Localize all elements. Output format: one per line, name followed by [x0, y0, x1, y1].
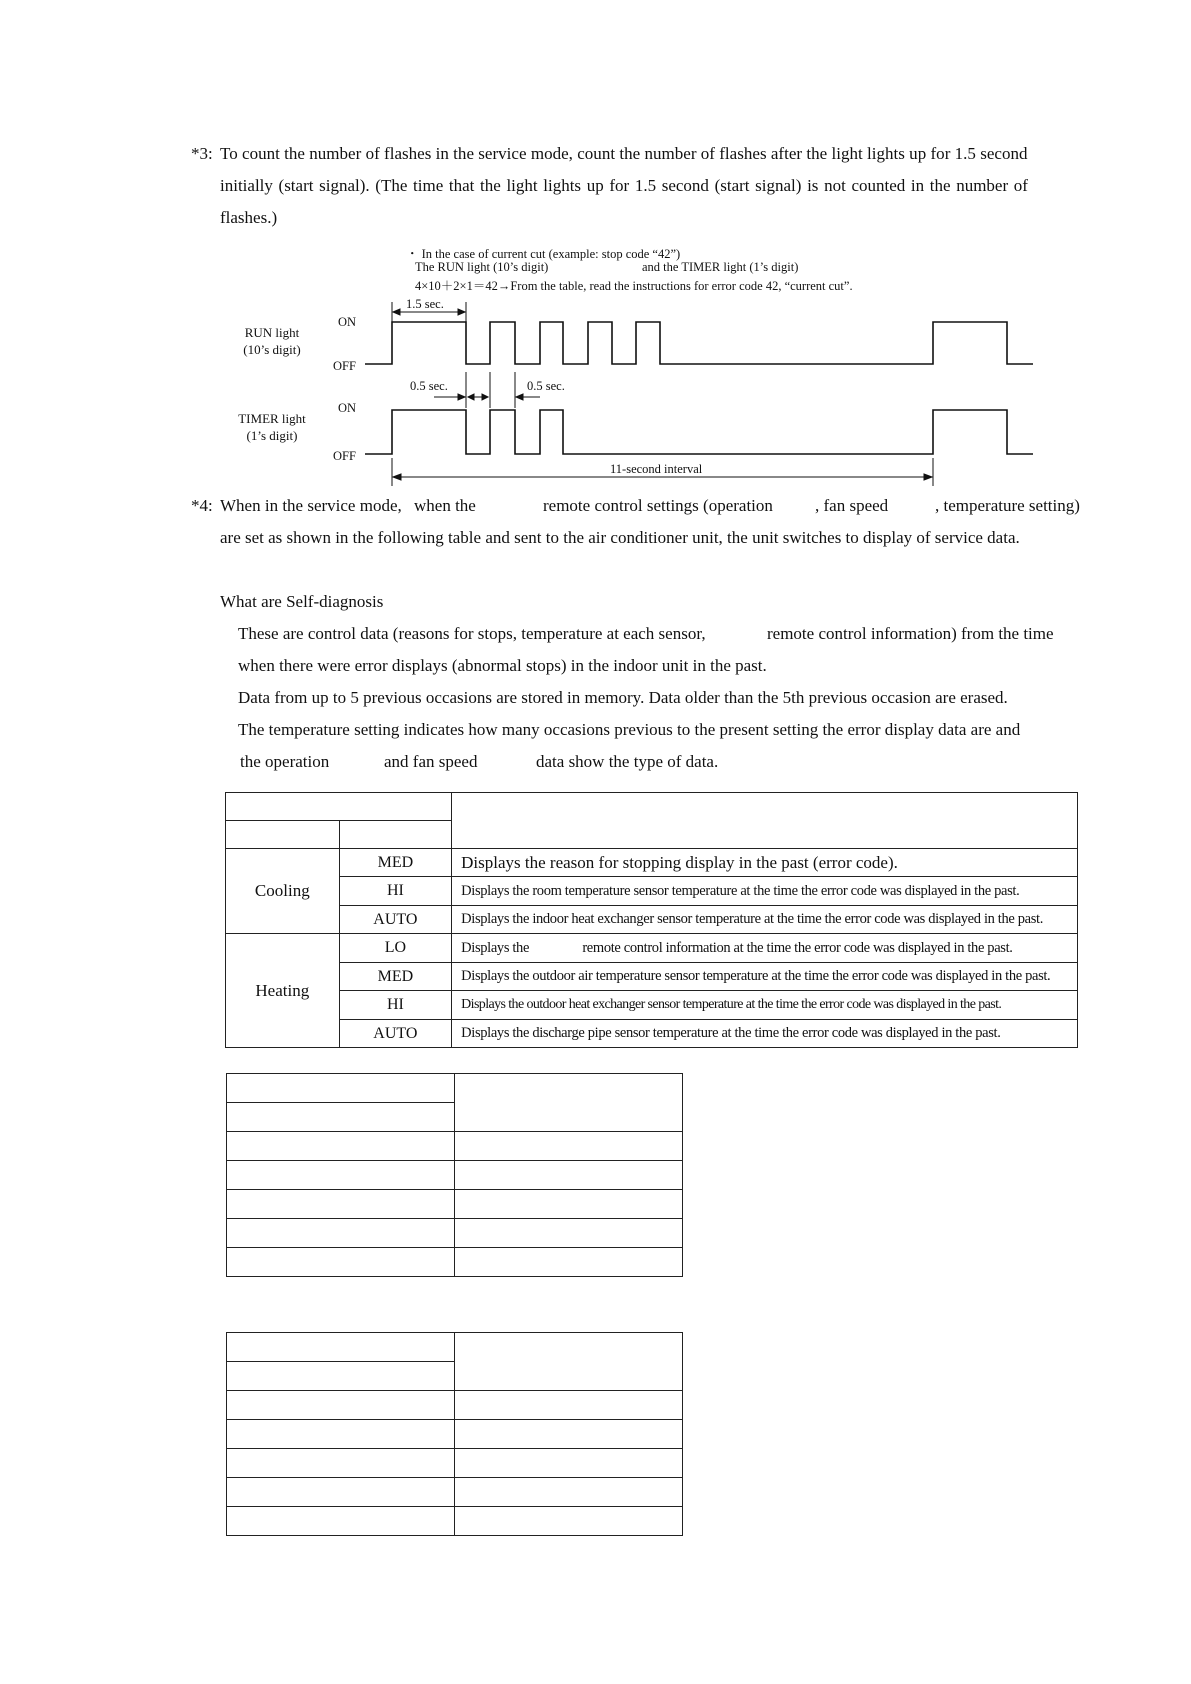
- description-cell: Displays the reason for stopping display in the past (error code).: [452, 849, 1078, 877]
- diagram-caption-2a: The RUN light (10’s digit): [415, 260, 549, 274]
- table-row: [227, 1132, 683, 1161]
- table-cell: [227, 1333, 455, 1362]
- table-row: [227, 1478, 683, 1507]
- description-cell: Displays the discharge pipe sensor temperature at the time the error code was displayed in the past.: [452, 1020, 1078, 1048]
- table-row: [226, 963, 1078, 991]
- table-row: [226, 1020, 1078, 1048]
- self-diagnosis-line1a: These are control data (reasons for stops, temperature at each sensor,: [238, 624, 706, 643]
- start-arrow-right: [458, 309, 465, 315]
- timer-light-waveform: [365, 410, 1033, 454]
- run-light-digit: (10’s digit): [243, 342, 301, 357]
- note4-line2: are set as shown in the following table and sent to the air conditioner unit, the unit switches to display of service data.: [220, 528, 1020, 547]
- pulse-arrow-right: [516, 394, 523, 400]
- description-cell: [452, 934, 1078, 963]
- pulse-arrow-mid-left: [468, 394, 474, 400]
- table-cell: [227, 1190, 455, 1219]
- fan-speed-cell: MED: [339, 849, 452, 877]
- timing-diagram: [0, 0, 1191, 500]
- mode-heating: Heating: [226, 934, 340, 1048]
- table-cell: [454, 1190, 683, 1219]
- header-cell-fan: [339, 821, 452, 849]
- self-diagnosis-line1b: remote control information) from the time: [767, 624, 1054, 643]
- fan-speed-cell: AUTO: [339, 906, 452, 934]
- self-diagnosis-line2: when there were error displays (abnormal stops) in the indoor unit in the past.: [238, 656, 767, 675]
- fan-speed-cell: AUTO: [339, 1020, 452, 1048]
- interval-label: 11-second interval: [610, 462, 703, 476]
- table-cell: [227, 1132, 455, 1161]
- note4-line1c: remote control settings (operation: [543, 496, 773, 515]
- self-diagnosis-line5c: data show the type of data.: [536, 752, 719, 771]
- table-cell: [454, 1132, 683, 1161]
- table-cell: [227, 1161, 455, 1190]
- note3-line3: flashes.): [220, 208, 278, 227]
- interval-arrow-right: [924, 474, 932, 480]
- header-cell: [226, 793, 452, 821]
- self-diagnosis-heading: What are Self-diagnosis: [220, 592, 384, 611]
- pulse-arrow-left: [458, 394, 465, 400]
- note4-marker: *4:: [191, 496, 213, 515]
- table-cell: [227, 1248, 455, 1277]
- description-cell: Displays the outdoor air temperature sensor temperature at the time the error code was displayed in the past.: [452, 963, 1078, 991]
- run-light-waveform: [365, 322, 1033, 364]
- table-cell: [227, 1362, 455, 1391]
- table-row: [227, 1333, 683, 1362]
- table-cell: [454, 1161, 683, 1190]
- interval-arrow-left: [393, 474, 401, 480]
- table-row: [226, 934, 1078, 963]
- description-part-a: Displays the: [461, 939, 530, 956]
- self-diagnosis-line3: Data from up to 5 previous occasions are stored in memory. Data older than the 5th previous occasion are erased.: [238, 688, 1008, 707]
- header-cell-mode: [226, 821, 340, 849]
- diagram-caption-2b: and the TIMER light (1’s digit): [642, 260, 799, 274]
- run-off-label: OFF: [333, 359, 356, 373]
- description-cell: Displays the room temperature sensor temperature at the time the error code was displayed in the past.: [452, 877, 1078, 906]
- pulse-arrow-mid-right: [482, 394, 488, 400]
- run-light-name: RUN light: [244, 325, 300, 340]
- diagram-caption-1: ・ In the case of current cut (example: stop code “42”): [406, 247, 681, 261]
- table-cell: [454, 1333, 683, 1391]
- self-diagnosis-line5b: and fan speed: [384, 752, 478, 771]
- table-row: [227, 1449, 683, 1478]
- pulse-width-label-right: 0.5 sec.: [527, 379, 565, 393]
- start-arrow-left: [393, 309, 400, 315]
- table-cell: [454, 1478, 683, 1507]
- fan-speed-cell: MED: [339, 963, 452, 991]
- table-row: [227, 1161, 683, 1190]
- table-row: [227, 1219, 683, 1248]
- table-cell: [227, 1074, 455, 1103]
- table-cell: [454, 1248, 683, 1277]
- note4-line1d: , fan speed: [815, 496, 889, 515]
- timer-off-label: OFF: [333, 449, 356, 463]
- note4-line1e: , temperature setting): [935, 496, 1080, 515]
- table-row: [226, 849, 1078, 877]
- table-row: [227, 1391, 683, 1420]
- table-cell: [454, 1219, 683, 1248]
- empty-table-2: [226, 1332, 683, 1536]
- note4-line1a: When in the service mode,: [220, 496, 402, 515]
- description-cell: Displays the indoor heat exchanger sensor temperature at the time the error code was displayed in the past.: [452, 906, 1078, 934]
- table-row: [226, 991, 1078, 1020]
- self-diagnosis-line5a: the operation: [240, 752, 330, 771]
- table-row: [227, 1248, 683, 1277]
- diagram-caption-3: 4×10＋2×1＝42→From the table, read the instructions for error code 42, “current cut”.: [415, 279, 853, 293]
- note3-line1: To count the number of flashes in the service mode, count the number of flashes after the light lights up for 1.5 second: [220, 144, 1028, 163]
- self-diagnosis-line4: The temperature setting indicates how many occasions previous to the present setting the error display data are and: [238, 720, 1021, 739]
- table-cell: [454, 1420, 683, 1449]
- table-row: [227, 1420, 683, 1449]
- note3-line2: initially (start signal). (The time that the light lights up for 1.5 second (start signal) is not counted in the number of: [220, 176, 1028, 195]
- table-cell: [454, 1391, 683, 1420]
- table-row: [227, 1190, 683, 1219]
- timer-on-label: ON: [338, 401, 357, 415]
- table-cell: [454, 1449, 683, 1478]
- fan-speed-cell: HI: [339, 991, 452, 1020]
- table-row: [227, 1074, 683, 1103]
- table-cell: [227, 1391, 455, 1420]
- pulse-width-label-left: 0.5 sec.: [410, 379, 448, 393]
- run-on-label: ON: [338, 315, 357, 329]
- table-header-row: [226, 793, 1078, 821]
- table-cell: [227, 1219, 455, 1248]
- note3-marker: *3:: [191, 144, 213, 163]
- table-cell: [227, 1507, 455, 1536]
- service-data-table: [225, 792, 1078, 1048]
- empty-table-1: [226, 1073, 683, 1277]
- note4-line1b: when the: [414, 496, 476, 515]
- description-part-b: remote control information at the time the error code was displayed in the past.: [582, 939, 1013, 956]
- fan-speed-cell: HI: [339, 877, 452, 906]
- table-cell: [227, 1478, 455, 1507]
- description-cell: Displays the outdoor heat exchanger sensor temperature at the time the error code was displayed in the past.: [452, 991, 1078, 1020]
- header-cell-desc: [452, 793, 1078, 849]
- table-cell: [227, 1420, 455, 1449]
- table-cell: [227, 1449, 455, 1478]
- table-cell: [227, 1103, 455, 1132]
- timer-light-name: TIMER light: [238, 411, 306, 426]
- table-cell: [454, 1507, 683, 1536]
- table-row: [226, 906, 1078, 934]
- table-row: [226, 877, 1078, 906]
- start-signal-label: 1.5 sec.: [406, 297, 444, 311]
- timer-light-digit: (1’s digit): [246, 428, 298, 443]
- mode-cooling: Cooling: [226, 849, 340, 934]
- fan-speed-cell: LO: [339, 934, 452, 963]
- table-row: [227, 1507, 683, 1536]
- table-cell: [454, 1074, 683, 1132]
